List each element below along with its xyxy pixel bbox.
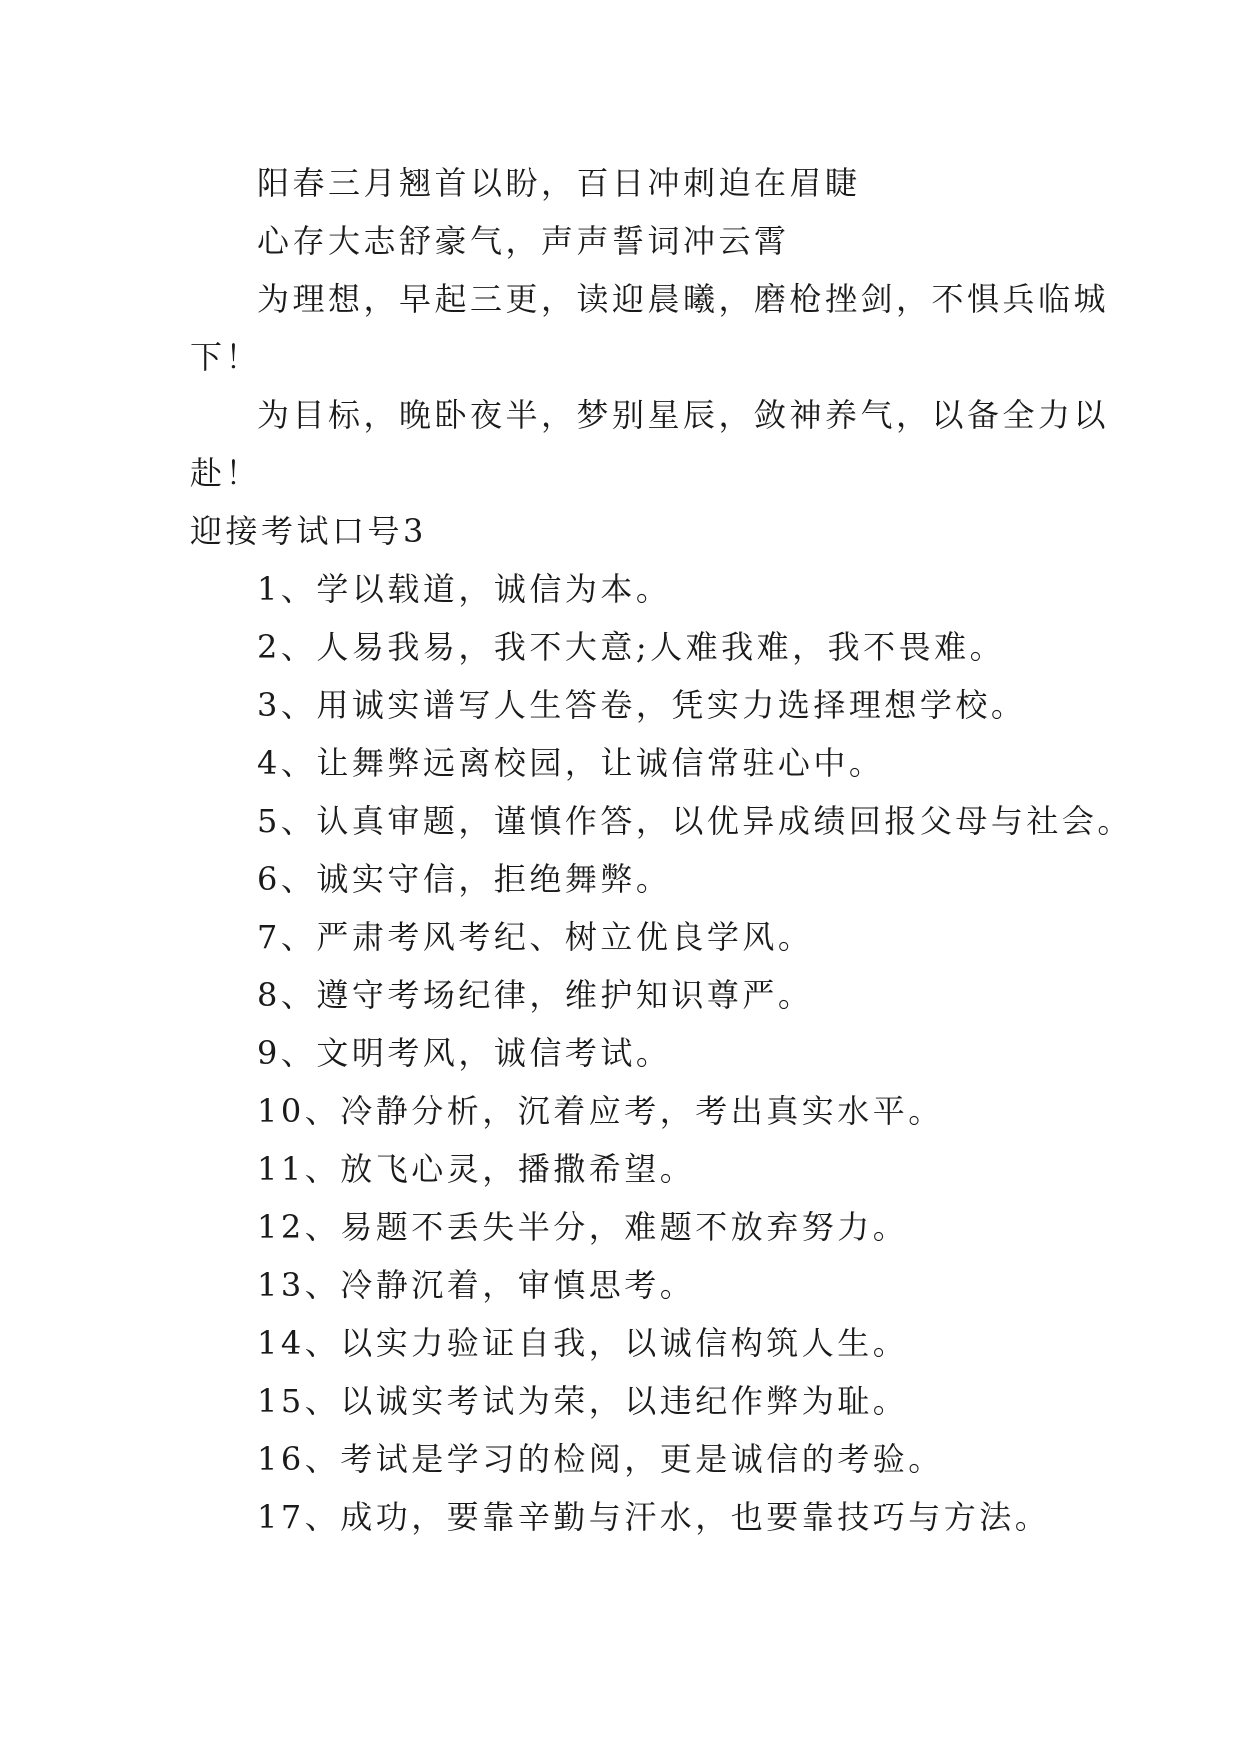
slogan-item: 16、考试是学习的检阅，更是诚信的考验。 [257, 1440, 944, 1478]
slogan-item: 4、让舞弊远离校园，让诚信常驻心中。 [257, 744, 885, 782]
intro-line-4-continued: 赴！ [190, 454, 262, 492]
slogan-item: 12、易题不丢失半分，难题不放弃努力。 [257, 1208, 909, 1246]
slogan-item: 14、以实力验证自我，以诚信构筑人生。 [257, 1324, 909, 1362]
intro-line-1: 阳春三月翘首以盼，百日冲刺迫在眉睫 [257, 164, 861, 202]
intro-line-2: 心存大志舒豪气，声声誓词冲云霄 [257, 222, 790, 260]
slogan-item: 17、成功，要靠辛勤与汗水，也要靠技巧与方法。 [257, 1498, 1051, 1536]
intro-line-3: 为理想，早起三更，读迎晨曦，磨枪挫剑，不惧兵临城 [257, 280, 1110, 318]
slogan-item: 13、冷静沉着，审慎思考。 [257, 1266, 696, 1304]
slogan-item: 9、文明考风，诚信考试。 [257, 1034, 672, 1072]
slogan-item: 8、遵守考场纪律，维护知识尊严。 [257, 976, 814, 1014]
slogan-item: 5、认真审题，谨慎作答，以优异成绩回报父母与社会。 [257, 802, 1133, 840]
intro-line-4: 为目标，晚卧夜半，梦别星辰，敛神养气，以备全力以 [257, 396, 1110, 434]
slogan-item: 3、用诚实谱写人生答卷，凭实力选择理想学校。 [257, 686, 1027, 724]
slogan-item: 7、严肃考风考纪、树立优良学风。 [257, 918, 814, 956]
slogan-item: 15、以诚实考试为荣，以违纪作弊为耻。 [257, 1382, 909, 1420]
slogan-item: 2、人易我易，我不大意;人难我难，我不畏难。 [257, 628, 1006, 666]
slogan-item: 11、放飞心灵，播撒希望。 [257, 1150, 696, 1188]
section-heading: 迎接考试口号3 [190, 512, 427, 550]
intro-line-3-continued: 下！ [190, 338, 262, 376]
slogan-item: 10、冷静分析，沉着应考，考出真实水平。 [257, 1092, 944, 1130]
slogan-item: 6、诚实守信，拒绝舞弊。 [257, 860, 672, 898]
slogan-item: 1、学以载道，诚信为本。 [257, 570, 672, 608]
